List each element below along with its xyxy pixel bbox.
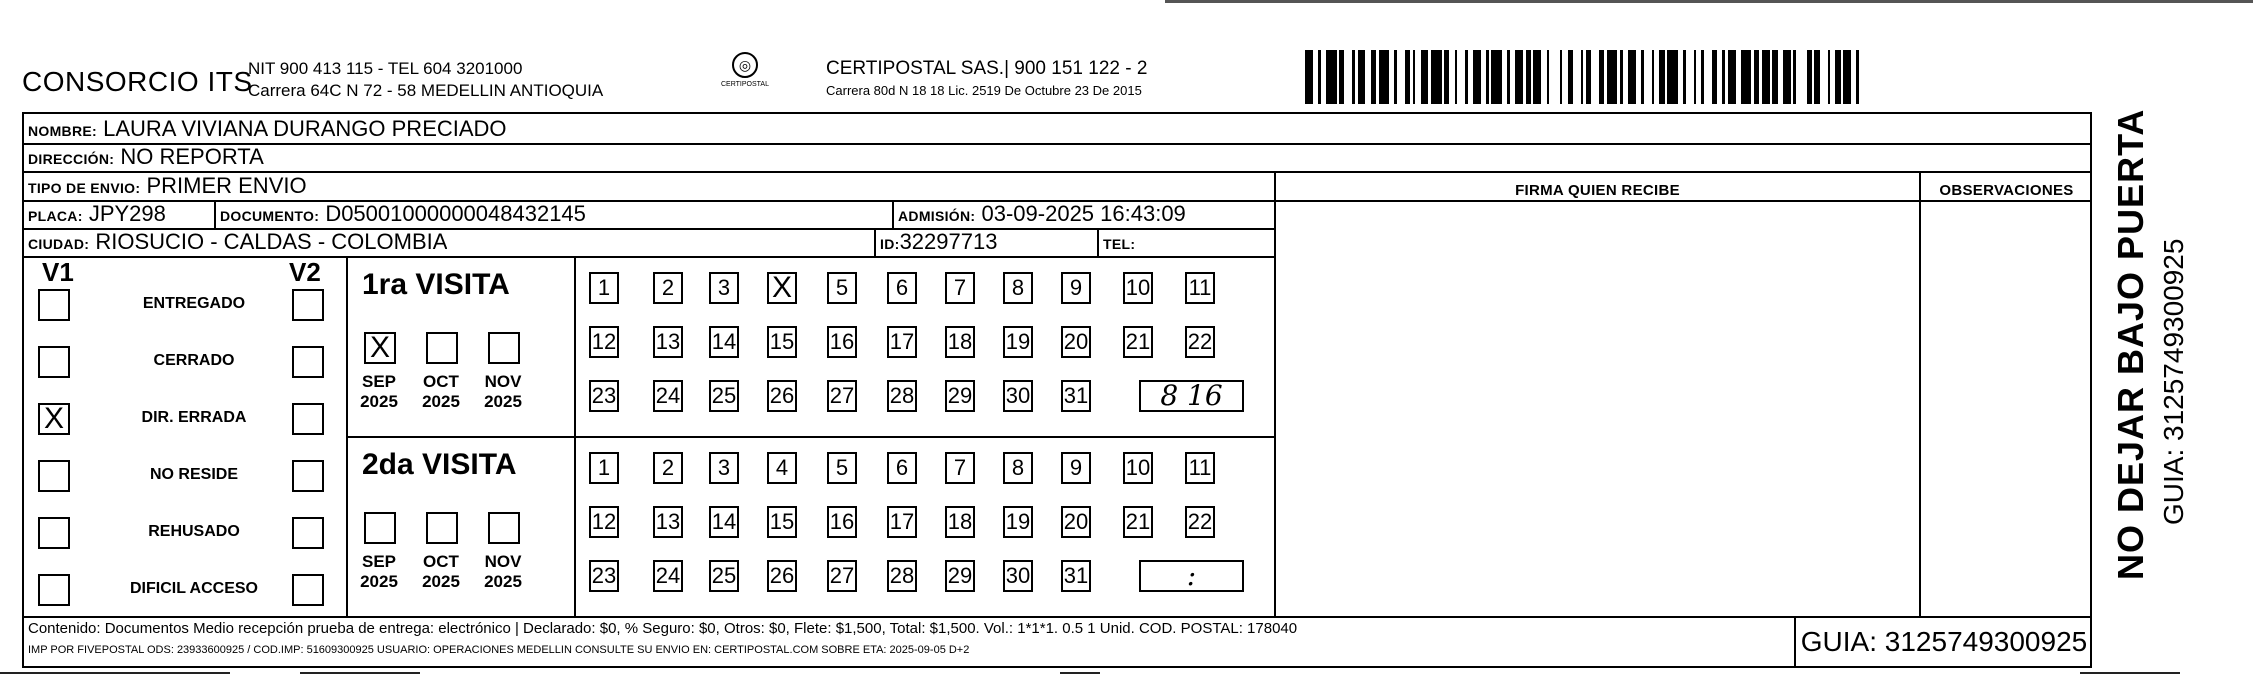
- company-address: Carrera 64C N 72 - 58 MEDELLIN ANTIOQUIA: [248, 81, 604, 100]
- status-v1-checkbox[interactable]: X: [38, 403, 70, 435]
- tipo-row: [28, 173, 307, 201]
- month-name: SEP: [361, 372, 397, 391]
- barcode-bar: [1762, 50, 1770, 104]
- status-v2-checkbox[interactable]: [292, 517, 324, 549]
- row-line: [24, 171, 2092, 173]
- status-v2-checkbox[interactable]: [292, 574, 324, 606]
- month-checkbox[interactable]: [364, 512, 396, 544]
- tipo-label: TIPO DE ENVIO:: [28, 180, 141, 196]
- status-v2-checkbox[interactable]: [292, 403, 324, 435]
- barcode-bar: [1667, 50, 1678, 104]
- day-box[interactable]: 29: [945, 560, 975, 592]
- nombre-value: LAURA VIVIANA DURANGO PRECIADO: [103, 116, 507, 141]
- ciudad-value: RIOSUCIO - CALDAS - COLOMBIA: [95, 229, 448, 254]
- day-box[interactable]: 30: [1003, 560, 1033, 592]
- day-box[interactable]: 31: [1061, 560, 1091, 592]
- col-line: [574, 436, 576, 616]
- barcode-bar: [1533, 50, 1541, 104]
- day-box[interactable]: 25: [709, 560, 739, 592]
- barcode-bar: [1820, 50, 1828, 104]
- day-box[interactable]: 2: [653, 272, 683, 304]
- barcode-bar: [1515, 50, 1523, 104]
- day-box[interactable]: X: [767, 272, 797, 304]
- day-box[interactable]: 18: [945, 506, 975, 538]
- month-year: 2025: [360, 392, 398, 411]
- day-box[interactable]: 17: [887, 506, 917, 538]
- status-label: NO RESIDE: [149, 466, 238, 483]
- month-name: OCT: [423, 372, 459, 391]
- tel-label: TEL:: [1103, 236, 1136, 252]
- id-label: ID:: [880, 236, 900, 252]
- month-name: NOV: [484, 372, 522, 391]
- day-box[interactable]: 6: [887, 272, 917, 304]
- day-box[interactable]: 6: [887, 452, 917, 484]
- id-cell: [880, 229, 997, 257]
- month-year: 2025: [360, 572, 398, 591]
- day-box[interactable]: 11: [1185, 452, 1215, 484]
- visit-time-field[interactable]: 8 16: [1139, 380, 1244, 412]
- day-box[interactable]: 21: [1123, 326, 1153, 358]
- day-box[interactable]: 5: [827, 452, 857, 484]
- top-rule: [1165, 0, 2253, 3]
- day-box[interactable]: 9: [1061, 452, 1091, 484]
- certipostal-info: [826, 58, 1147, 102]
- day-box[interactable]: 19: [1003, 326, 1033, 358]
- col-line: [892, 200, 894, 228]
- company-name: CONSORCIO ITS: [22, 66, 253, 97]
- day-box[interactable]: 22: [1185, 506, 1215, 538]
- direccion-row: [28, 144, 264, 172]
- day-box[interactable]: 19: [1003, 506, 1033, 538]
- barcode-bar: [1397, 50, 1405, 104]
- barcode-bar: [1573, 50, 1581, 104]
- v1-header: V1: [42, 257, 74, 287]
- row-line: [346, 436, 1274, 438]
- placa-cell: [28, 201, 166, 229]
- barcode-bar: [1686, 50, 1694, 104]
- status-v2-checkbox[interactable]: [292, 460, 324, 492]
- day-box[interactable]: 24: [653, 380, 683, 412]
- observations-area[interactable]: [1921, 202, 2092, 616]
- logo-circle: ◎: [732, 52, 758, 78]
- barcode-bar: [1379, 50, 1390, 104]
- visit-title: 1ra VISITA: [362, 268, 510, 301]
- visit-title: 2da VISITA: [362, 448, 517, 481]
- ciudad-cell: [28, 229, 447, 257]
- tipo-value: PRIMER ENVIO: [146, 173, 307, 198]
- nombre-row: [28, 116, 507, 144]
- month-label: [478, 372, 528, 412]
- row-line: [24, 616, 2092, 618]
- status-v2-checkbox[interactable]: [292, 346, 324, 378]
- month-label: [416, 552, 466, 592]
- barcode-bar: [1843, 50, 1851, 104]
- side-guia-number: GUIA: 3125749300925: [2158, 238, 2189, 525]
- documento-cell: [220, 201, 586, 229]
- visit-time-field[interactable]: :: [1139, 560, 1244, 592]
- day-box[interactable]: 27: [827, 380, 857, 412]
- barcode-bar: [1741, 50, 1752, 104]
- month-checkbox[interactable]: [488, 332, 520, 364]
- month-year: 2025: [484, 392, 522, 411]
- barcode-bar: [1644, 50, 1652, 104]
- status-label: CERRADO: [153, 352, 235, 369]
- admision-label: ADMISIÓN:: [898, 208, 976, 224]
- day-box[interactable]: 12: [589, 326, 619, 358]
- logo-text: CERTIPOSTAL: [721, 81, 769, 88]
- barcode-bar: [1859, 50, 1864, 104]
- month-year: 2025: [422, 572, 460, 591]
- day-box[interactable]: 17: [887, 326, 917, 358]
- month-checkbox[interactable]: [426, 332, 458, 364]
- day-box[interactable]: 9: [1061, 272, 1091, 304]
- status-v1-checkbox[interactable]: [38, 460, 70, 492]
- barcode-bar: [1473, 50, 1481, 104]
- barcode-bar: [1728, 50, 1736, 104]
- admision-value: 03-09-2025 16:43:09: [981, 201, 1186, 226]
- nombre-label: NOMBRE:: [28, 123, 97, 139]
- status-label: REHUSADO: [148, 523, 240, 540]
- col-line: [214, 200, 216, 228]
- day-box[interactable]: 16: [827, 326, 857, 358]
- day-box[interactable]: 12: [589, 506, 619, 538]
- barcode-bar: [1358, 50, 1366, 104]
- tel-cell: [1103, 229, 1135, 257]
- status-label: DIFICIL ACCESO: [129, 580, 258, 597]
- barcode-bar: [1305, 50, 1313, 104]
- company-nit: NIT 900 413 115 - TEL 604 3201000: [248, 59, 523, 78]
- col-line: [874, 228, 876, 256]
- status-v1-checkbox[interactable]: [38, 574, 70, 606]
- day-box[interactable]: 30: [1003, 380, 1033, 412]
- day-box[interactable]: 20: [1061, 326, 1091, 358]
- day-box[interactable]: 20: [1061, 506, 1091, 538]
- month-label: [478, 552, 528, 592]
- day-box[interactable]: 14: [709, 326, 739, 358]
- firma-label: FIRMA QUIEN RECIBE: [1515, 182, 1680, 199]
- placa-label: PLACA:: [28, 208, 83, 224]
- day-box[interactable]: 11: [1185, 272, 1215, 304]
- month-checkbox[interactable]: X: [364, 332, 396, 364]
- day-box[interactable]: 1: [589, 272, 619, 304]
- barcode-bar: [1326, 50, 1337, 104]
- barcode-bar: [1704, 50, 1712, 104]
- documento-label: DOCUMENTO:: [220, 208, 320, 224]
- barcode-bar: [1591, 50, 1599, 104]
- observaciones-label: OBSERVACIONES: [1939, 182, 2074, 199]
- day-box[interactable]: 15: [767, 506, 797, 538]
- day-box[interactable]: 10: [1123, 272, 1153, 304]
- month-name: NOV: [484, 552, 522, 571]
- day-box[interactable]: 25: [709, 380, 739, 412]
- id-value: 32297713: [899, 229, 998, 254]
- barcode-bar: [1457, 50, 1465, 104]
- signature-area[interactable]: [1276, 202, 1919, 616]
- day-box[interactable]: 2: [653, 452, 683, 484]
- month-checkbox[interactable]: [426, 512, 458, 544]
- barcode-bar: [1783, 50, 1791, 104]
- day-box[interactable]: 29: [945, 380, 975, 412]
- day-box[interactable]: 1: [589, 452, 619, 484]
- day-box[interactable]: 21: [1123, 506, 1153, 538]
- month-checkbox[interactable]: [488, 512, 520, 544]
- day-box[interactable]: 8: [1003, 272, 1033, 304]
- documento-value: D05001000000048432145: [325, 201, 586, 226]
- day-box[interactable]: 22: [1185, 326, 1215, 358]
- day-box[interactable]: 8: [1003, 452, 1033, 484]
- barcode-bar: [1421, 50, 1429, 104]
- status-v1-checkbox[interactable]: [38, 346, 70, 378]
- day-box[interactable]: 23: [589, 380, 619, 412]
- month-year: 2025: [484, 572, 522, 591]
- barcode-bar: [1344, 50, 1352, 104]
- ciudad-label: CIUDAD:: [28, 236, 90, 252]
- day-box[interactable]: 5: [827, 272, 857, 304]
- status-v1-checkbox[interactable]: [38, 517, 70, 549]
- month-year: 2025: [422, 392, 460, 411]
- day-box[interactable]: 3: [709, 272, 739, 304]
- footer-print-info: IMP POR FIVEPOSTAL ODS: 23933600925 / COD.IMP: 51609300925 USUARIO: OPERACIONES MEDELLIN CONSULTE SU ENVIO EN: CERTIPOSTAL.COM SOBRE ETA: 2025-09-05 D+2: [28, 644, 970, 656]
- col-line: [1097, 228, 1099, 256]
- bottom-rules: [0, 672, 2253, 675]
- col-line: [574, 256, 576, 436]
- day-box[interactable]: 26: [767, 380, 797, 412]
- admision-cell: [898, 201, 1186, 229]
- day-box[interactable]: 15: [767, 326, 797, 358]
- status-v2-checkbox[interactable]: [292, 289, 324, 321]
- barcode-bar: [1796, 50, 1807, 104]
- barcode-bar: [1607, 50, 1618, 104]
- day-box[interactable]: 28: [887, 560, 917, 592]
- barcode-bar: [1491, 50, 1502, 104]
- day-box[interactable]: 13: [653, 326, 683, 358]
- company-info: [248, 58, 603, 102]
- certipostal-address: Carrera 80d N 18 18 Lic. 2519 De Octubre 23 De 2015: [826, 83, 1142, 98]
- month-label: [354, 552, 404, 592]
- day-box[interactable]: 4: [767, 452, 797, 484]
- day-box[interactable]: 3: [709, 452, 739, 484]
- certipostal-logo-icon: [710, 52, 780, 100]
- status-label: ENTREGADO: [142, 295, 246, 312]
- day-box[interactable]: 26: [767, 560, 797, 592]
- placa-value: JPY298: [88, 201, 166, 226]
- barcode-bar: [1549, 50, 1560, 104]
- day-box[interactable]: 7: [945, 452, 975, 484]
- day-box[interactable]: 18: [945, 326, 975, 358]
- barcode-bar: [1431, 50, 1442, 104]
- footer-content: Contenido: Documentos Medio recepción prueba de entrega: electrónico | Declarado: $0, % Seguro: $0, Otros: $0, Flete: $1,500, Total: $1,500. Vol.: 1*1*1. 0.5 1 Unid. COD. POSTAL: 178040: [28, 620, 1298, 637]
- direccion-value: NO REPORTA: [120, 144, 264, 169]
- guide-form: [22, 112, 2092, 668]
- day-box[interactable]: 7: [945, 272, 975, 304]
- certipostal-nit: CERTIPOSTAL SAS.| 900 151 122 - 2: [826, 58, 1148, 79]
- status-v1-checkbox[interactable]: [38, 289, 70, 321]
- month-name: OCT: [423, 552, 459, 571]
- day-box[interactable]: 14: [709, 506, 739, 538]
- day-box[interactable]: 24: [653, 560, 683, 592]
- month-label: [416, 372, 466, 412]
- month-name: SEP: [361, 552, 397, 571]
- status-label: DIR. ERRADA: [141, 409, 247, 426]
- no-dejar-warning: NO DEJAR BAJO PUERTA: [2110, 108, 2151, 580]
- day-box[interactable]: 10: [1123, 452, 1153, 484]
- barcode: [1305, 50, 1865, 104]
- barcode-bar: [1628, 50, 1636, 104]
- day-box[interactable]: 28: [887, 380, 917, 412]
- month-label: [354, 372, 404, 412]
- day-box[interactable]: 23: [589, 560, 619, 592]
- day-box[interactable]: 27: [827, 560, 857, 592]
- day-box[interactable]: 13: [653, 506, 683, 538]
- direccion-label: DIRECCIÓN:: [28, 151, 115, 167]
- day-box[interactable]: 31: [1061, 380, 1091, 412]
- guia-number: GUIA: 3125749300925: [1800, 626, 2088, 657]
- day-box[interactable]: 16: [827, 506, 857, 538]
- v2-header: V2: [289, 257, 321, 287]
